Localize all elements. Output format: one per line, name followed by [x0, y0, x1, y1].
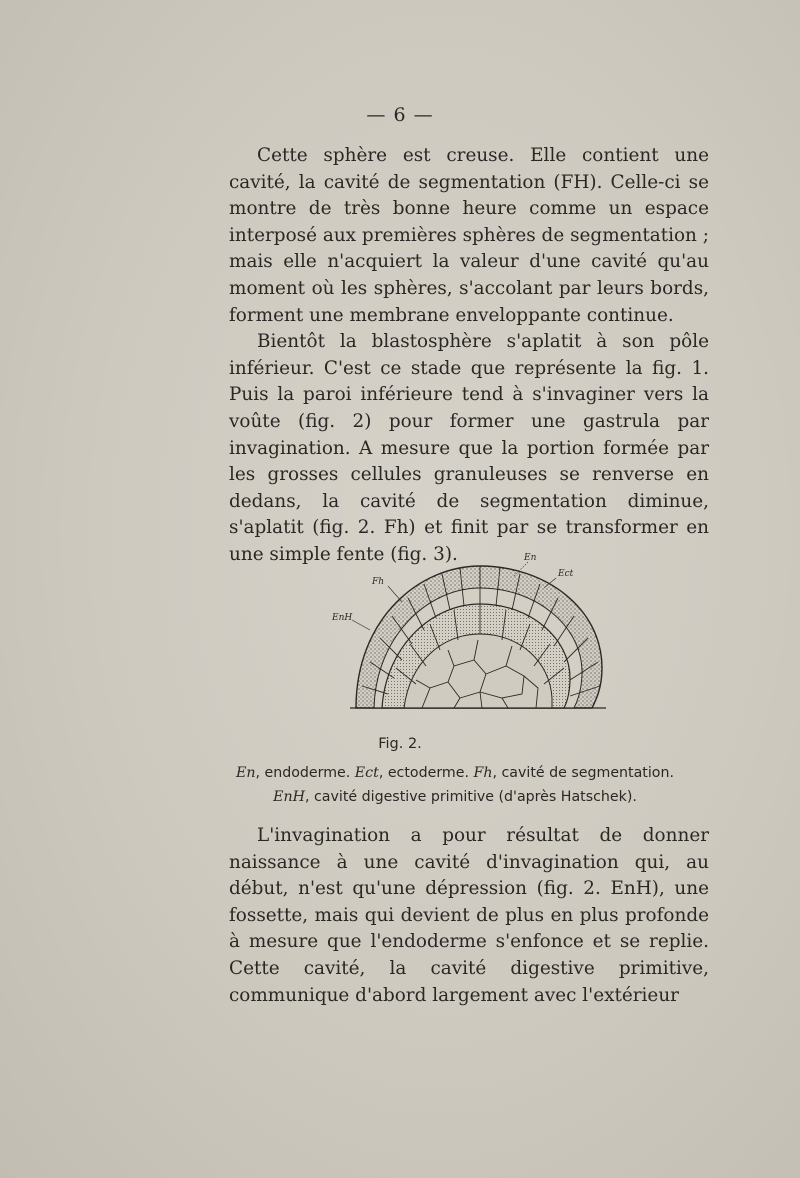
- figure-caption-title: Fig. 2.: [378, 736, 422, 752]
- label-en: En: [524, 553, 537, 563]
- label-enh: EnH: [332, 613, 353, 623]
- caption-term: EnH: [273, 789, 305, 805]
- label-ect: Ect: [558, 569, 574, 579]
- figure-caption: [200, 761, 710, 809]
- figure-gastrula-illustration: [330, 548, 650, 728]
- text-block-bottom: [229, 823, 709, 1009]
- caption-desc: , cavité de segmentation.: [492, 765, 674, 781]
- paragraph: Cette sphère est creuse. Elle contient une cavité, la cavité de segmentation (FH). Celle-ci se montre de très bonne heure comme un espace interposé aux premières sphères de segmentation ; mais elle n'acquiert la valeur d'une cavité qu'au moment où les sphères, s'accolant par leurs bords, forment une membrane enveloppante continue.: [229, 145, 709, 326]
- caption-term: Ect: [354, 765, 379, 781]
- caption-desc: , cavité digestive primitive (d'après Hatschek).: [304, 789, 637, 805]
- paragraph: Bientôt la blastosphère s'aplatit à son pôle inférieur. C'est ce stade que représente la fig. 1. Puis la paroi inférieure tend à s'invaginer vers la voûte (fig. 2) pour former une gastrula par invagination. A mesure que la portion formée par les grosses cellules granuleuses se renverse en dedans, la cavité de segmentation diminue, s'aplatit (fig. 2. Fh) et finit par se transformer en une simple fente (fig. 3).: [229, 331, 709, 565]
- caption-term: Fh: [473, 765, 493, 781]
- gastrula-drawing: [330, 548, 650, 728]
- caption-desc: , ectoderme.: [378, 765, 474, 781]
- text-block-top: [229, 143, 709, 569]
- caption-term: En: [235, 765, 256, 781]
- caption-line-2: [200, 785, 710, 809]
- label-fh: Fh: [372, 577, 385, 587]
- paragraph: L'invagination a pour résultat de donner naissance à une cavité d'invagination qui, au début, n'est qu'une dépression (fig. 2. EnH), une fossette, mais qui devient de plus en plus profonde à mesure que l'endoderme s'enfonce et se replie. Cette cavité, la cavité digestive primitive, communique d'abord largement avec l'extérieur: [229, 825, 709, 1006]
- caption-line-1: [200, 761, 710, 785]
- caption-desc: , endoderme.: [255, 765, 355, 781]
- page-number: — 6 —: [366, 104, 434, 126]
